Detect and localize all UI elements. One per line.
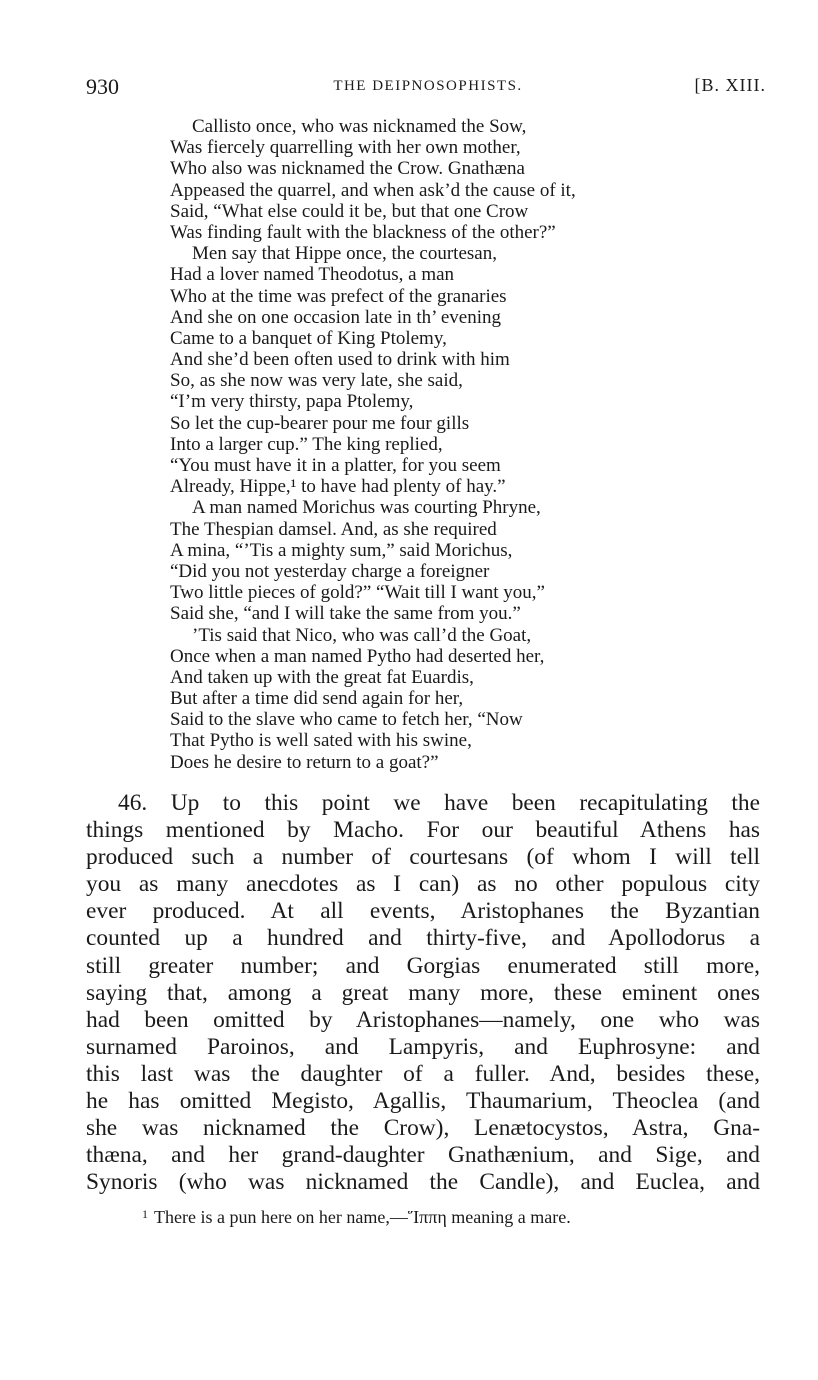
footnote-text: There is a pun here on her name,—Ἵππη meaning a mare. <box>154 1207 571 1227</box>
prose-line: still greater number; and Gorgias enumerated still more, <box>86 952 760 979</box>
page-number: 930 <box>86 74 119 99</box>
verse-line: And she’d been often used to drink with him <box>170 349 510 371</box>
verse-line: Came to a banquet of King Ptolemy, <box>170 327 447 349</box>
page-header <box>86 74 770 104</box>
prose-line: had been omitted by Aristophanes—namely, one who was <box>86 1006 760 1033</box>
prose-line: Synoris (who was nicknamed the Candle), and Euclea, and <box>86 1169 760 1196</box>
verse-line: And she on one occasion late in th’ evening <box>170 306 501 328</box>
prose-line: he has omitted Megisto, Agallis, Thaumarium, Theoclea (and <box>86 1088 760 1115</box>
footnote-marker: 1 <box>142 1207 148 1221</box>
verse-line: Said to the slave who came to fetch her, “Now <box>170 709 523 731</box>
verse-line: That Pytho is well sated with his swine, <box>170 730 472 752</box>
verse-line: Men say that Hippe once, the courtesan, <box>192 243 497 265</box>
prose-line: ever produced. At all events, Aristophanes the Byzantian <box>86 898 760 925</box>
verse-line: Once when a man named Pytho had deserted her, <box>170 645 545 667</box>
prose-line: produced such a number of courtesans (of whom I will tell <box>86 844 760 871</box>
verse-line: ’Tis said that Nico, who was call’d the Goat, <box>192 624 532 646</box>
verse-line: Already, Hippe,¹ to have had plenty of hay.” <box>170 476 506 498</box>
verse-line: Appeased the quarrel, and when ask’d the cause of it, <box>170 179 576 201</box>
running-title: THE DEIPNOSOPHISTS. <box>333 78 523 94</box>
verse-line: But after a time did send again for her, <box>170 688 464 710</box>
verse-line: And taken up with the great fat Euardis, <box>170 666 474 688</box>
prose-line: 46. Up to this point we have been recapitulating the <box>118 790 760 816</box>
verse-line: “I’m very thirsty, papa Ptolemy, <box>170 391 414 413</box>
prose-line: she was nicknamed the Crow), Lenætocystos, Astra, Gna- <box>86 1115 760 1142</box>
prose-line: you as many anecdotes as I can) as no other populous city <box>86 871 760 898</box>
prose-line: thæna, and her grand-daughter Gnathænium, and Sige, and <box>86 1142 760 1169</box>
prose-line: surnamed Paroinos, and Lampyris, and Euphrosyne: and <box>86 1033 760 1060</box>
verse-line: Said she, “and I will take the same from you.” <box>170 603 521 625</box>
verse-line: “Did you not yesterday charge a foreigner <box>170 560 490 582</box>
footnote <box>142 1207 571 1228</box>
verse-line: Was fiercely quarrelling with her own mother, <box>170 137 521 159</box>
prose-paragraph <box>86 790 760 1196</box>
verse-line: So, as she now was very late, she said, <box>170 370 463 392</box>
verse-line: A mina, “’Tis a mighty sum,” said Morichus, <box>170 539 513 561</box>
verse-line: Had a lover named Theodotus, a man <box>170 264 455 286</box>
verse-line: Does he desire to return to a goat?” <box>170 751 439 773</box>
verse-line: The Thespian damsel. And, as she required <box>170 518 497 540</box>
verse-line: A man named Morichus was courting Phryne, <box>192 497 541 519</box>
prose-line: this last was the daughter of a fuller. And, besides these, <box>86 1060 760 1087</box>
verse-line: Was finding fault with the blackness of the other?” <box>170 221 556 243</box>
prose-line: things mentioned by Macho. For our beautiful Athens has <box>86 817 760 844</box>
verse-line: Into a larger cup.” The king replied, <box>170 433 443 455</box>
verse-line: So let the cup-bearer pour me four gills <box>170 412 470 434</box>
prose-line: saying that, among a great many more, these eminent ones <box>86 979 760 1006</box>
verse-line: Who at the time was prefect of the granaries <box>170 285 507 307</box>
prose-line: counted up a hundred and thirty-five, and Apollodorus a <box>86 925 760 952</box>
verse-line: “You must have it in a platter, for you seem <box>170 455 501 476</box>
verse-line: Who also was nicknamed the Crow. Gnathæna <box>170 158 525 180</box>
verse-line: Said, “What else could it be, but that one Crow <box>170 200 529 222</box>
book-reference: [B. XIII. <box>694 75 766 95</box>
verse-line: Two little pieces of gold?” “Wait till I want you,” <box>170 582 545 604</box>
verse-block <box>170 116 690 773</box>
verse-line: Callisto once, who was nicknamed the Sow, <box>192 116 527 137</box>
